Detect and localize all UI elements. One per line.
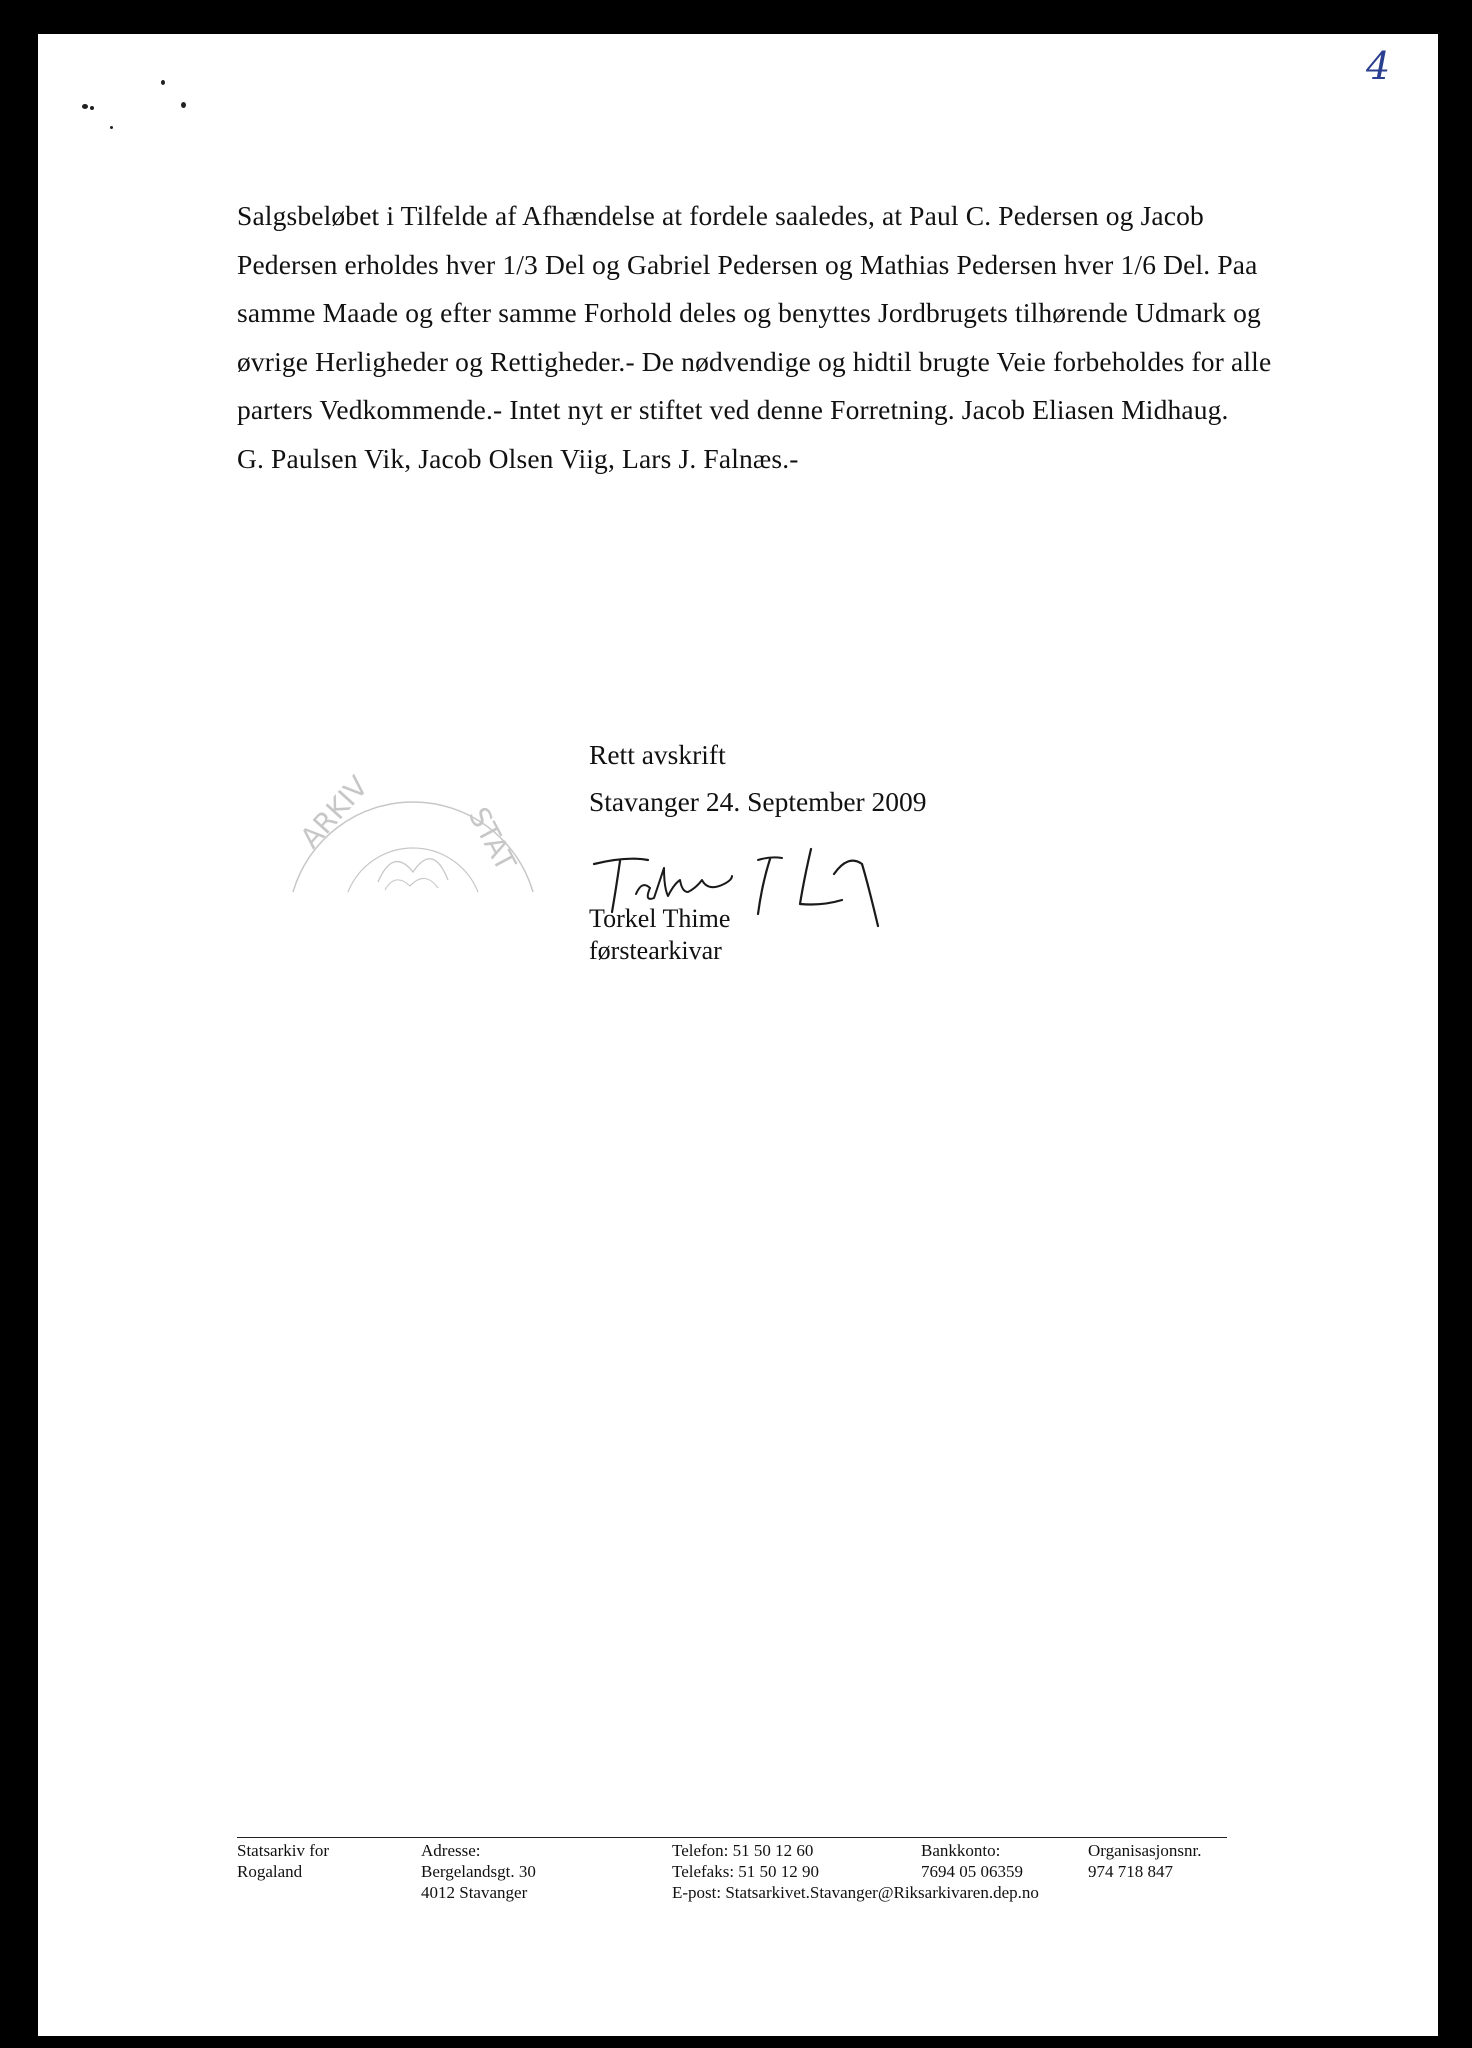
attestation-date: Stavanger 24. September 2009	[589, 786, 927, 817]
footer-text: Telefaks: 51 50 12 90	[672, 1862, 820, 1881]
footer-institution	[237, 1840, 329, 1882]
scan-speck	[161, 80, 165, 85]
scan-speck	[90, 106, 94, 110]
footer-divider	[237, 1837, 1227, 1838]
footer-text: Organisasjonsnr.	[1088, 1841, 1202, 1860]
svg-text:ARKIV: ARKIV	[293, 769, 375, 855]
footer-text: 7694 05 06359	[921, 1862, 1023, 1881]
scan-speck	[110, 126, 113, 129]
body-line: G. Paulsen Vik, Jacob Olsen Viig, Lars J. Falnæs.-	[237, 442, 799, 474]
footer-text: Adresse:	[421, 1841, 481, 1860]
footer-text: Telefon: 51 50 12 60	[672, 1841, 814, 1860]
archive-stamp	[273, 762, 553, 902]
page-number: 4	[1366, 44, 1391, 88]
body-text	[237, 192, 1367, 483]
footer-text: Bankkonto:	[921, 1841, 1001, 1860]
signer-title: førstearkivar	[589, 936, 722, 965]
footer-org-number	[1088, 1840, 1202, 1882]
body-line: Pedersen erholdes hver 1/3 Del og Gabriel Pedersen og Mathias Pedersen hver 1/6 Del. Paa	[237, 248, 1258, 280]
footer-text: Statsarkiv for	[237, 1841, 330, 1860]
attestation-line: Rett avskrift	[589, 739, 726, 770]
body-line: samme Maade og efter samme Forhold deles og benyttes Jordbrugets tilhørende Udmark og	[237, 297, 1261, 328]
footer-text: 4012 Stavanger	[421, 1883, 528, 1902]
footer-text: Bergelandsgt. 30	[421, 1862, 536, 1881]
footer-address	[421, 1840, 536, 1903]
document-page	[38, 34, 1438, 2036]
scan-speck	[181, 102, 186, 108]
body-line: Salgsbeløbet i Tilfelde af Afhændelse at fordele saaledes, at Paul C. Pedersen og Jacob	[237, 200, 1204, 231]
footer-text: Rogaland	[237, 1862, 303, 1881]
signer-name: Torkel Thime	[589, 904, 731, 933]
footer-email: E-post: Statsarkivet.Stavanger@Riksarkivaren.dep.no	[672, 1883, 1039, 1902]
footer-bank-account	[921, 1840, 1023, 1882]
svg-text:STAT: STAT	[461, 801, 523, 877]
scan-speck	[82, 104, 88, 109]
footer-text: 974 718 847	[1088, 1862, 1173, 1881]
body-line: parters Vedkommende.- Intet nyt er stiftet ved denne Forretning. Jacob Eliasen Midhaug.	[237, 394, 1229, 425]
body-line: øvrige Herligheder og Rettigheder.- De nødvendige og hidtil brugte Veie forbeholdes for alle	[237, 345, 1272, 377]
signer-block	[589, 903, 730, 967]
